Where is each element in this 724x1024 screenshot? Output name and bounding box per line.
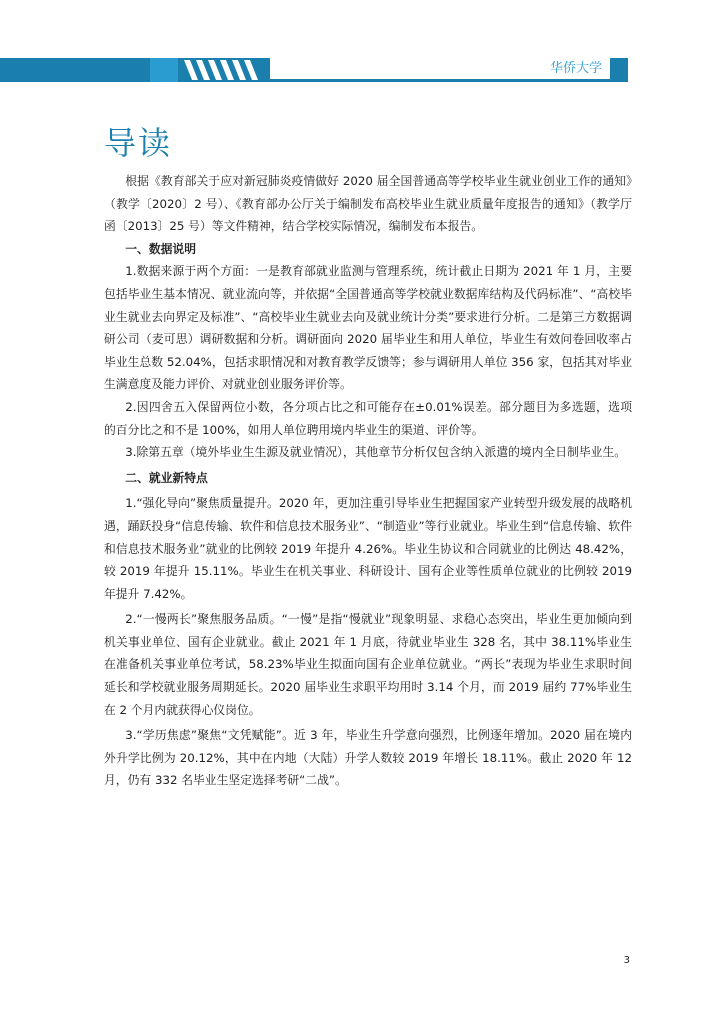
page-title: 导读 [104,124,173,162]
document-body [104,170,632,792]
header-stripe-graphic [0,58,628,82]
data-notes-paragraph-3: 3.除第五章（境外毕业生生源及就业情况），其他章节分析仅包含纳入派遣的境内全日制毕业生。 [125,445,627,460]
new-features-paragraph-3: 3.“学历焦虑”聚焦“文凭赋能”。近 3 年，毕业生升学意向强烈，比例逐年增加。2020 届在境内外升学比例为 20.12%，其中在内地（大陆）升学人数较 2019 年增长 18.11%。截止 2020 年 12 月，仍有 332 名毕业生坚定选择考研“二战”。 [104,728,632,788]
intro-paragraph: 根据《教育部关于应对新冠肺炎疫情做好 2020 届全国普通高等学校毕业生就业创业工作的通知》（教学〔2020〕2 号）、《教育部办公厅关于编制发布高校毕业生就业质量年度报告的通知》（教学厅函〔2013〕25 号）等文件精神，结合学校实际情况，编制发布本报告。 [104,174,632,234]
header-end-block [610,58,628,82]
university-name: 华侨大学 [549,61,602,76]
header-underline [270,79,628,82]
section-heading-new-features: 二、就业新特点 [125,470,208,485]
page-number: 3 [623,955,630,966]
section-heading-data-notes: 一、数据说明 [125,241,197,256]
header-band [0,58,628,82]
data-notes-paragraph-2: 2.因四舍五入保留两位小数，各分项占比之和可能存在±0.01%误差。部分题目为多选题，选项的百分比之和不是 100%，如用人单位聘用境内毕业生的渠道、评价等。 [104,399,632,437]
new-features-paragraph-1: 1.“强化导向”聚焦质量提升。2020 年，更加注重引导毕业生把握国家产业转型升级发展的战略机遇，踊跃投身“信息传输、软件和信息技术服务业”、“制造业”等行业就业。毕业生到“信息传输、软件和信息技术服务业”就业的比例较 2019 年提升 4.26%。毕业生协议和合同就业的比例达 48.42%，较 2019 年提升 15.11%。毕业生在机关事业、科研设计、国有企业等性质单位就业的比例较 2019 年提升 7.42%。 [104,496,632,601]
new-features-paragraph-2: 2.“一慢两长”聚焦服务品质。“一慢”是指“慢就业”现象明显、求稳心态突出，毕业生更加倾向到机关事业单位、国有企业就业。截止 2021 年 1 月底，待就业毕业生 328 名，其中 38.11%毕业生在准备机关事业单位考试，58.23%毕业生拟面向国有企业单位就业。“两长”表现为毕业生求职时间延长和学校就业服务周期延长。2020 届毕业生求职平均用时 3.14 个月，而 2019 届约 77%毕业生在 2 个月内就获得心仪岗位。 [104,612,632,717]
data-notes-paragraph-1: 1.数据来源于两个方面：一是教育部就业监测与管理系统，统计截止日期为 2021 年 1 月，主要包括毕业生基本情况、就业流向等，并依据“全国普通高等学校就业数据库结构及代码标准”、“高校毕业生就业去向界定及标准”、“高校毕业生就业去向及就业统计分类”要求进行分析。二是第三方数据调研公司（麦可思）调研数据和分析。调研面向 2020 届毕业生和用人单位，毕业生有效问卷回收率占毕业生总数 52.04%，包括求职情况和对教育教学反馈等；参与调研用人单位 356 家，包括其对毕业生满意度及能力评价、对就业创业服务评价等。 [104,264,632,392]
